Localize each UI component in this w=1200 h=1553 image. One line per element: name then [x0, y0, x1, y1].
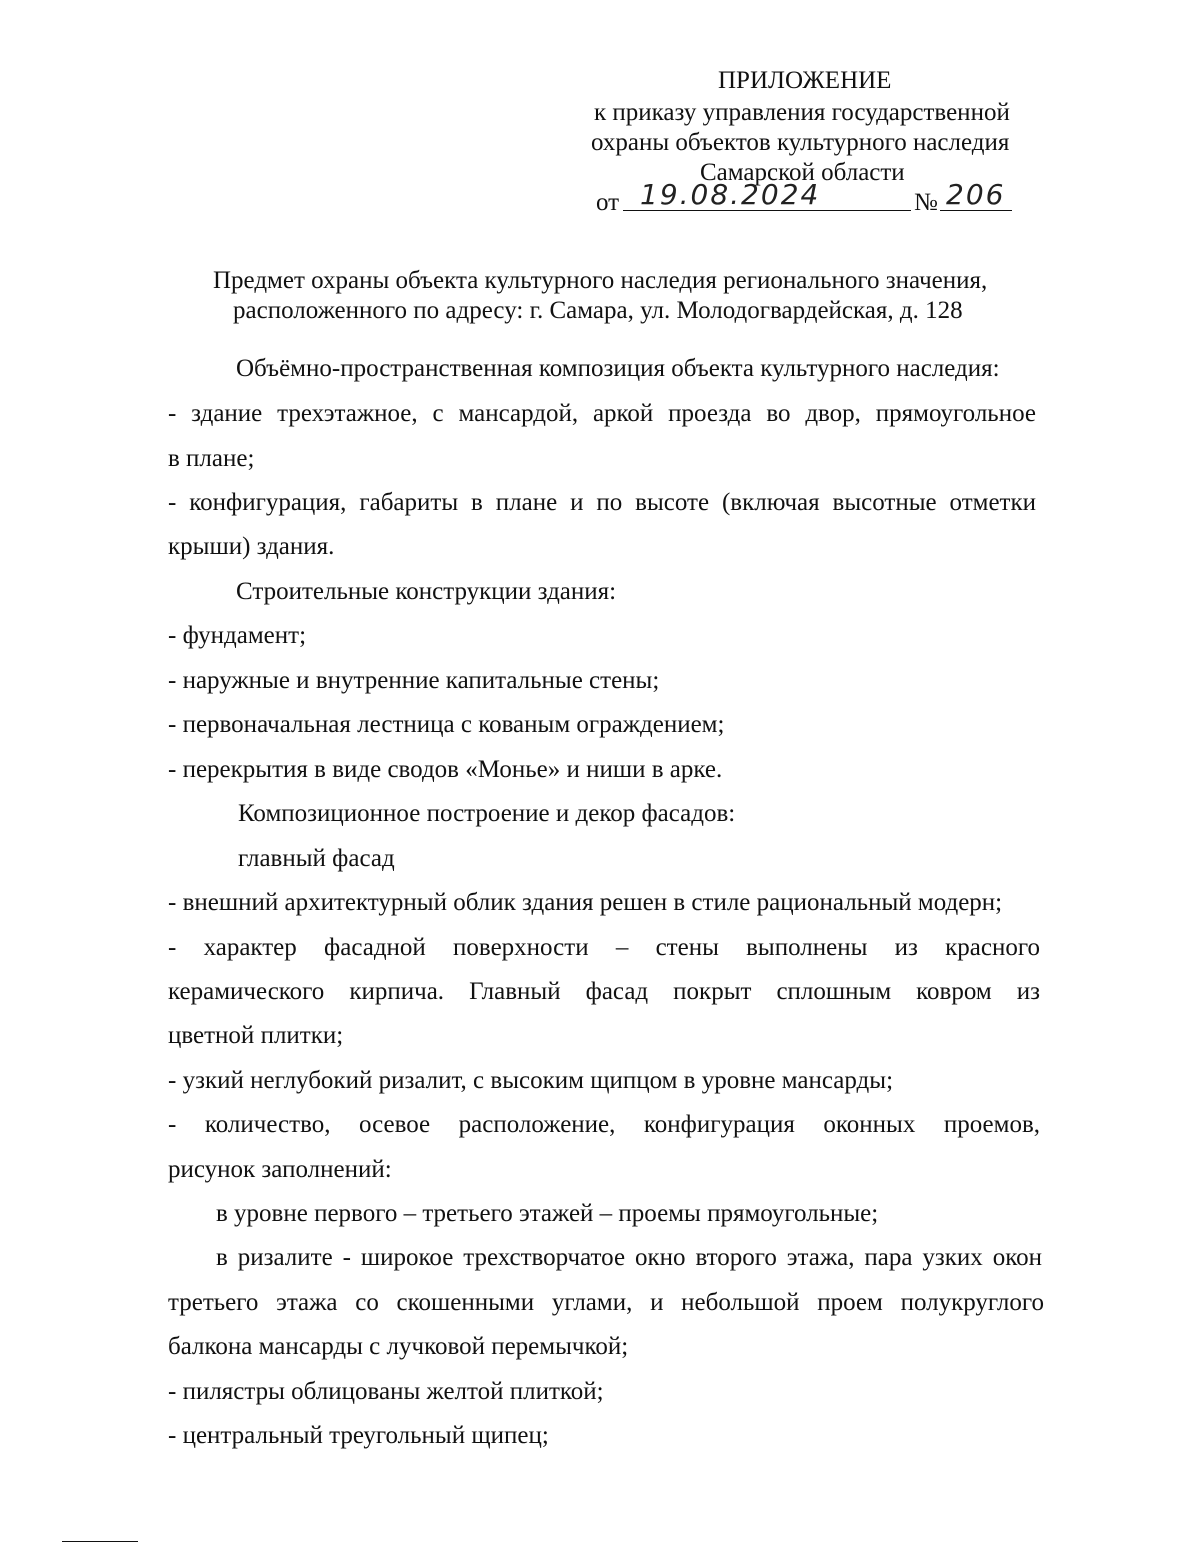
list-item: - количество, осевое расположение, конфигурация оконных проемов, — [168, 1111, 1040, 1138]
list-item-continuation: третьего этажа со скошенными углами, и небольшой проем полукруглого — [168, 1289, 1044, 1316]
list-item: - первоначальная лестница с кованым ограждением; — [168, 711, 725, 738]
list-item: - пилястры облицованы желтой плиткой; — [168, 1378, 604, 1405]
section-heading-composition: Объёмно-пространственная композиция объекта культурного наследия: — [236, 355, 1000, 382]
list-item: в уровне первого – третьего этажей – проемы прямоугольные; — [216, 1200, 879, 1227]
subject-line-2: расположенного по адресу: г. Самара, ул. Молодогвардейская, д. 128 — [233, 297, 963, 324]
list-item: - наружные и внутренние капитальные стены; — [168, 667, 660, 694]
list-item-continuation: балкона мансарды с лучковой перемычкой; — [168, 1333, 629, 1360]
list-item: - здание трехэтажное, с мансардой, аркой проезда во двор, прямоугольное — [168, 400, 1036, 427]
list-item: - внешний архитектурный облик здания решен в стиле рациональный модерн; — [168, 889, 1003, 916]
list-item-continuation: рисунок заполнений: — [168, 1156, 392, 1183]
footnote-separator — [62, 1541, 138, 1542]
list-item: - перекрытия в виде сводов «Монье» и ниши в арке. — [168, 756, 723, 783]
list-item: - фундамент; — [168, 622, 307, 649]
section-heading-facades: Композиционное построение и декор фасадов: — [238, 800, 736, 827]
list-item: в ризалите - широкое трехстворчатое окно второго этажа, пара узких окон — [216, 1244, 1042, 1271]
date-underline — [623, 210, 911, 211]
list-item: - узкий неглубокий ризалит, с высоким щипцом в уровне мансарды; — [168, 1067, 894, 1094]
appendix-title: ПРИЛОЖЕНИЕ — [718, 67, 892, 94]
subheading-main-facade: главный фасад — [238, 845, 395, 872]
number-prefix: № — [914, 189, 938, 216]
date-prefix: от — [596, 189, 620, 216]
order-line-2: охраны объектов культурного наследия — [591, 129, 1010, 156]
list-item-continuation: в плане; — [168, 445, 255, 472]
list-item: - конфигурация, габариты в плане и по высоте (включая высотные отметки — [168, 489, 1036, 516]
handwritten-date: 19.08.2024 — [640, 178, 821, 211]
list-item-continuation: керамического кирпича. Главный фасад покрыт сплошным ковром из — [168, 978, 1040, 1005]
list-item-continuation: крыши) здания. — [168, 533, 335, 560]
order-line-3: Самарской области — [700, 159, 905, 186]
order-line-1: к приказу управления государственной — [594, 99, 1010, 126]
handwritten-number: 206 — [946, 178, 1006, 211]
subject-line-1: Предмет охраны объекта культурного наследия регионального значения, — [213, 267, 988, 294]
list-item: - центральный треугольный щипец; — [168, 1422, 549, 1449]
section-heading-structures: Строительные конструкции здания: — [236, 578, 617, 605]
number-underline — [940, 210, 1012, 211]
list-item-continuation: цветной плитки; — [168, 1022, 344, 1049]
list-item: - характер фасадной поверхности – стены выполнены из красного — [168, 934, 1040, 961]
